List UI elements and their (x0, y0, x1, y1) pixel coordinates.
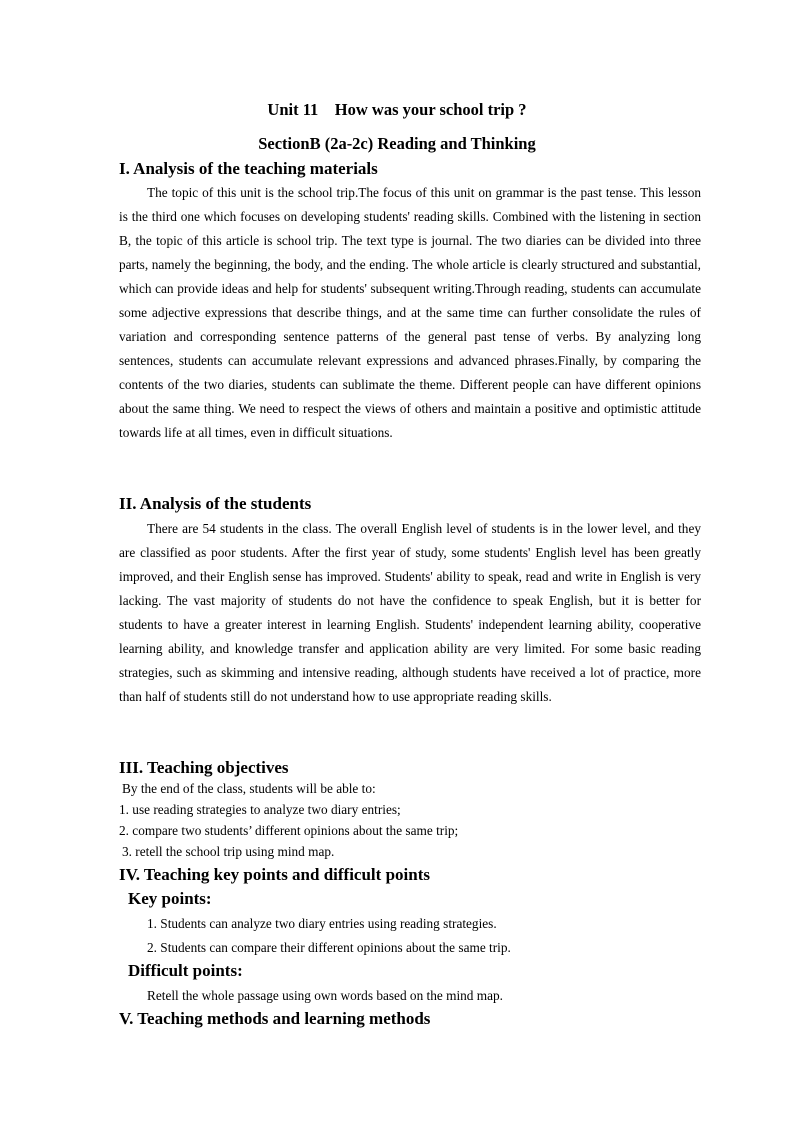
objective-item: 2. compare two students’ different opinions about the same trip; (119, 823, 459, 838)
heading-students: II. Analysis of the students (119, 494, 312, 513)
key-point-item: 1. Students can analyze two diary entries using reading strategies. (147, 916, 497, 931)
section-title: SectionB (2a-2c) Reading and Thinking (258, 134, 536, 153)
key-point-item: 2. Students can compare their different opinions about the same trip. (147, 940, 511, 955)
difficult-point-item: Retell the whole passage using own words based on the mind map. (147, 988, 503, 1003)
paragraph-teaching-materials: The topic of this unit is the school trip.The focus of this unit on grammar is the past tense. This lesson is the third one which focuses on developing students' reading skills. Combined with the listening in section B, the topic of this article is school trip. The text type is journal. The two diaries can be divided into three parts, namely the beginning, the body, and the ending. The whole article is clearly structured and substantial, which can provide ideas and help for students' subsequent writing.Through reading, students can accumulate some adjective expressions that describe things, and at the same time can further consolidate the rules of variation and corresponding sentence patterns of the general past tense of verbs. By analyzing long sentences, students can accumulate relevant expressions and advanced phrases.Finally, by comparing the contents of the two diaries, students can sublimate the theme. Different people can have different opinions about the same thing. We need to respect the views of others and maintain a positive and optimistic attitude towards life at all times, even in difficult situations. (119, 185, 701, 440)
heading-methods: V. Teaching methods and learning methods (119, 1009, 431, 1028)
unit-title: Unit 11 How was your school trip ? (267, 100, 527, 119)
heading-objectives: III. Teaching objectives (119, 758, 289, 777)
heading-key-difficult: IV. Teaching key points and difficult points (119, 865, 430, 884)
paragraph-students: There are 54 students in the class. The overall English level of students is in the lower level, and they are classified as poor students. After the first year of study, some students' English level has been greatly improved, and their English sense has improved. Students' ability to speak, read and write in English is very lacking. The vast majority of students do not have the confidence to speak English, but it is better for students to have a greater interest in learning English. Students' independent learning ability, cooperative learning ability, and knowledge transfer and application ability are very limited. For some basic reading strategies, such as skimming and intensive reading, although students have received a lot of practice, more than half of students still do not understand how to use appropriate reading skills. (119, 521, 701, 704)
key-points-heading: Key points: (128, 889, 212, 908)
difficult-points-heading: Difficult points: (128, 961, 243, 980)
objective-item: 3. retell the school trip using mind map. (122, 844, 335, 859)
heading-teaching-materials: I. Analysis of the teaching materials (119, 159, 378, 178)
objectives-intro: By the end of the class, students will be able to: (122, 781, 376, 796)
objective-item: 1. use reading strategies to analyze two diary entries; (119, 802, 401, 817)
